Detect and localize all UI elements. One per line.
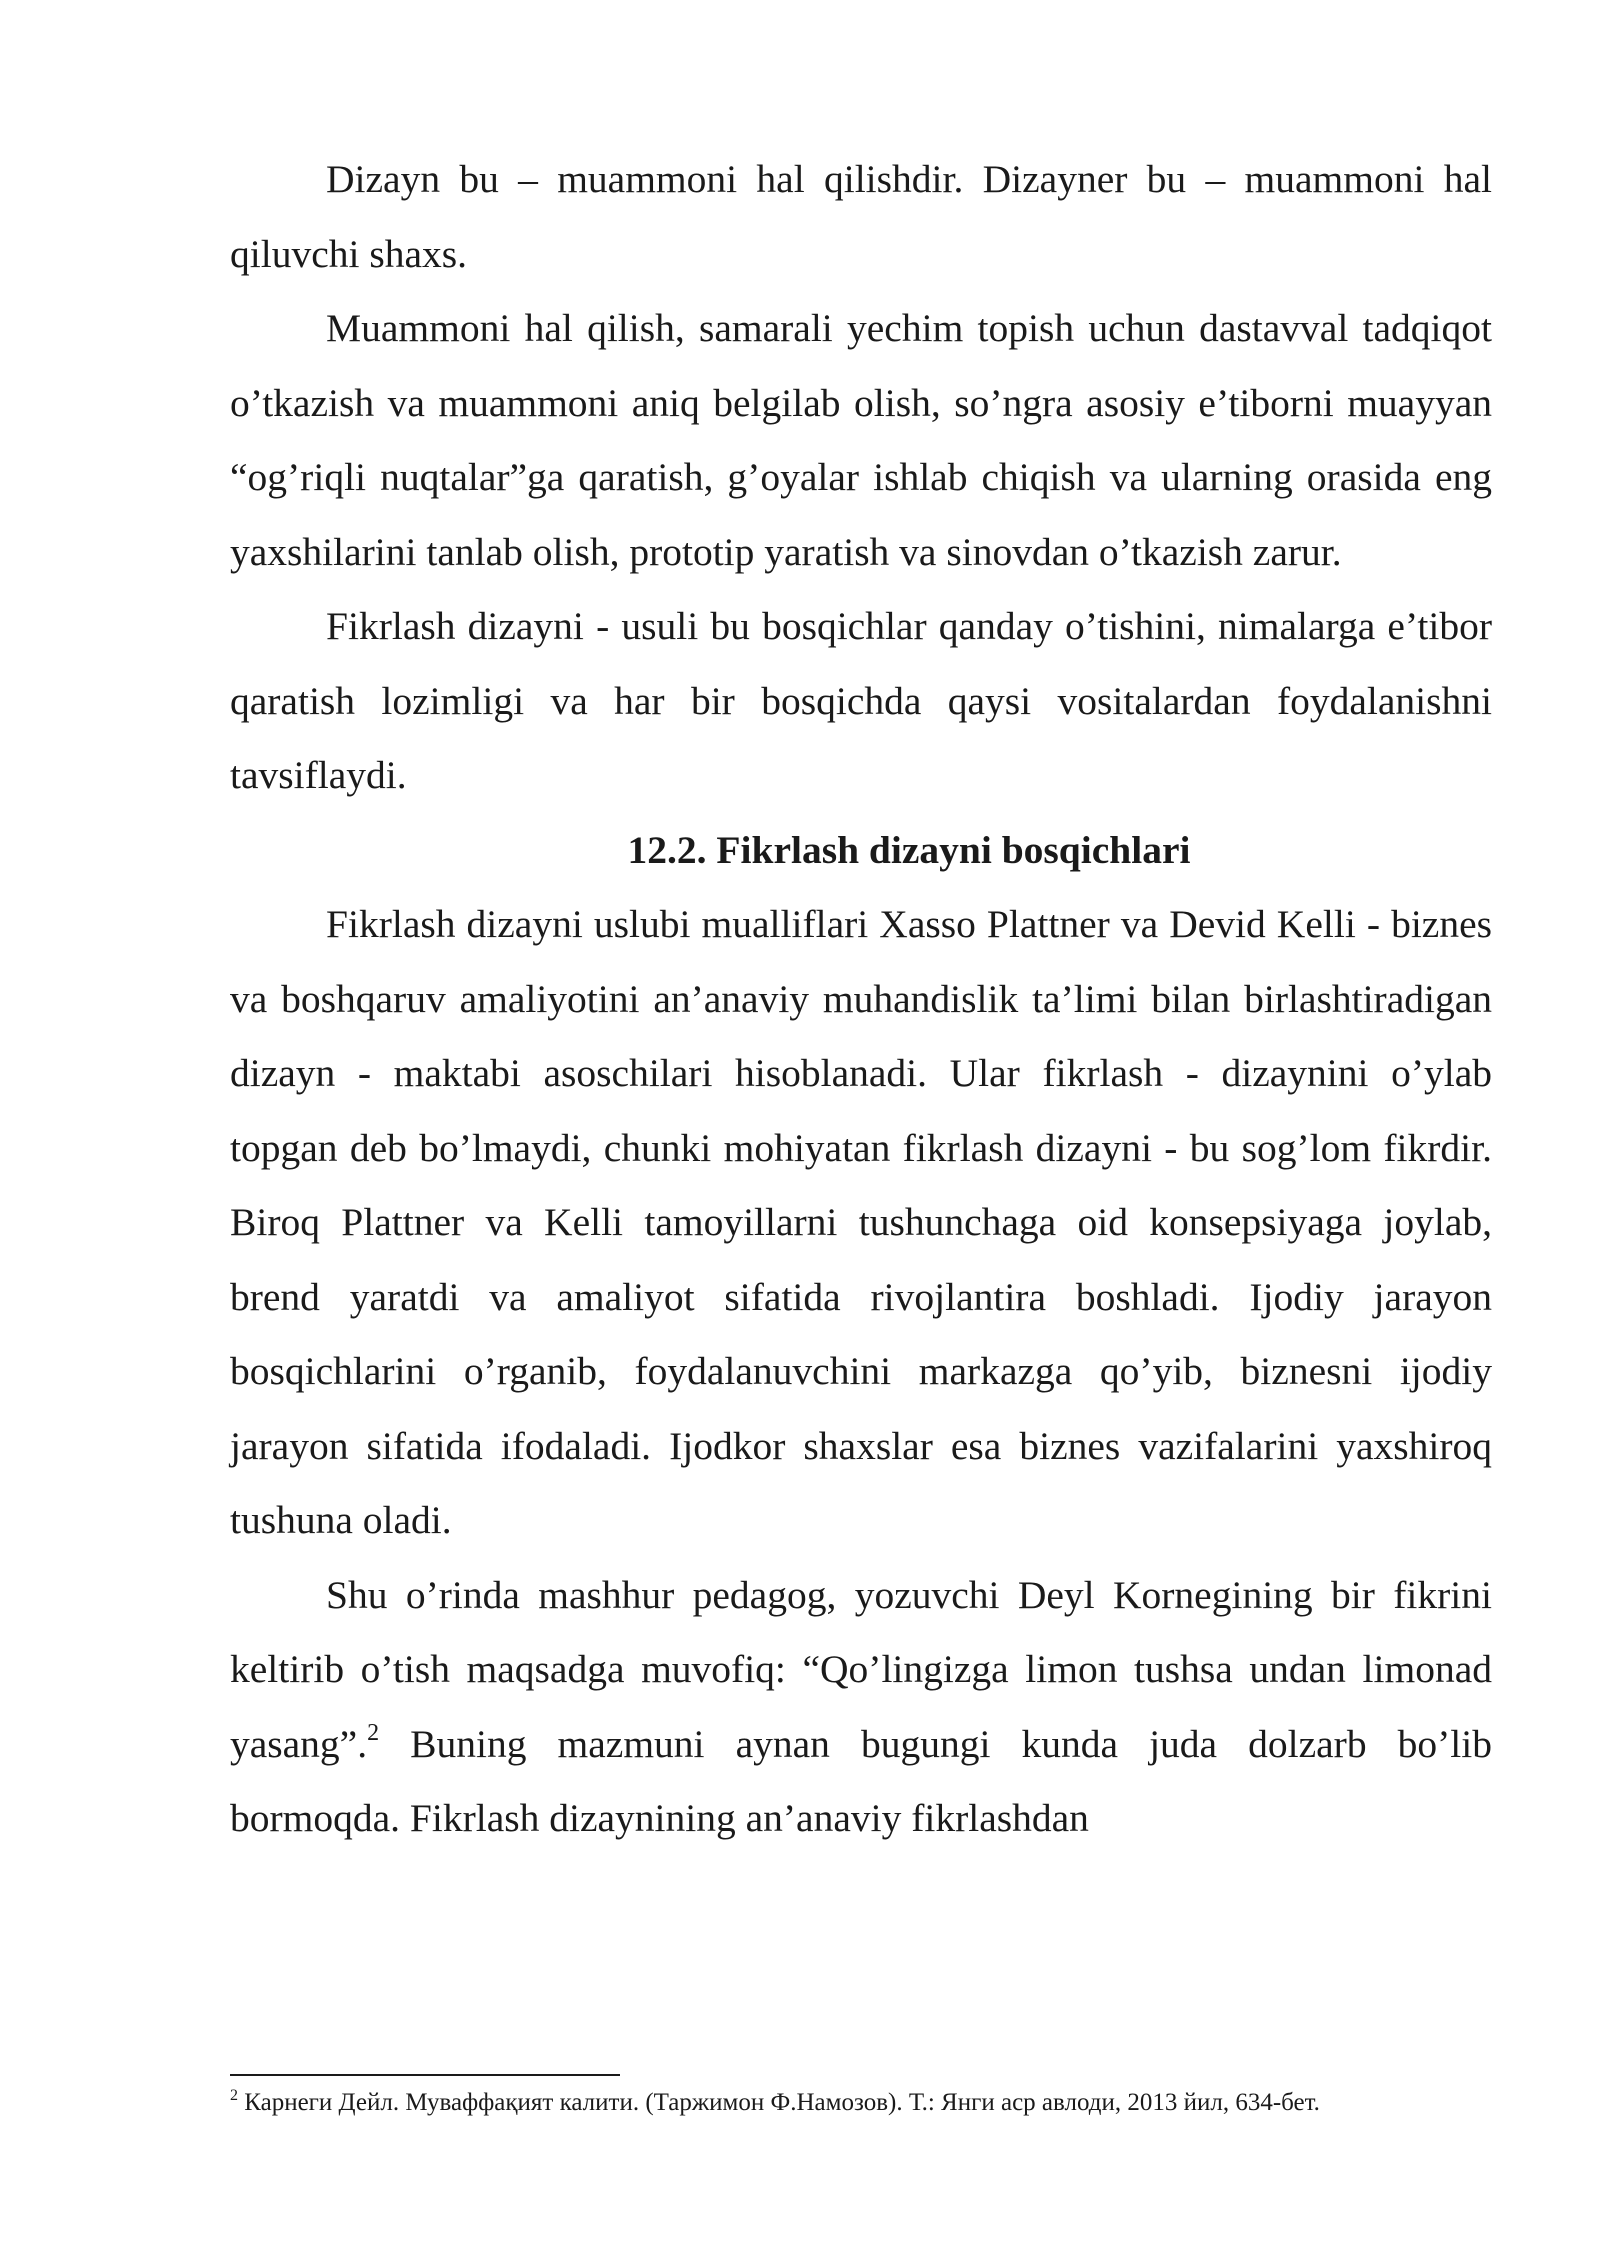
footnote-mark: 2 (230, 2086, 238, 2104)
section-heading: 12.2. Fikrlash dizayni bosqichlari (627, 827, 1191, 872)
footnote-reference[interactable]: 2 (367, 1720, 380, 1747)
paragraph-design-definition: Dizayn bu – muammoni hal qilishdir. Dizayner bu – muammoni hal qiluvchi shaxs. (230, 157, 1492, 276)
footnote (230, 2086, 1492, 2120)
paragraph-carnegie-quote (230, 1558, 1492, 1856)
page-body (230, 142, 1492, 1856)
quote-continuation: Buning mazmuni aynan bugungi kunda juda dolzarb bo’lib bormoqda. Fikrlash dizaynining an’anaviy fikrlashdan (230, 1721, 1492, 1840)
footnote-text: Карнеги Дейл. Муваффақият калити. (Таржимон Ф.Намозов). Т.: Янги аср авлоди, 2013 йил, 634-бет. (238, 2089, 1320, 2116)
quote-text: Shu o’rinda mashhur pedagog, yozuvchi Deyl Kornegining bir fikrini keltirib o’tish maqsadga muvofiq: “Qo’lingizga limon tushsa undan limonad yasang”. (230, 1572, 1492, 1766)
footnote-separator (230, 2074, 620, 2076)
paragraph-authors: Fikrlash dizayni uslubi mualliflari Xasso Plattner va Devid Kelli - biznes va boshqaruv amaliyotini an’anaviy muhandislik ta’limi bilan birlashtiradigan dizayn - maktabi asoschilari hisoblanadi. Ular fikrlash - dizaynini o’ylab topgan deb bo’lmaydi, chunki mohiyatan fikrlash dizayni - bu sog’lom fikrdir. Biroq Plattner va Kelli tamoyillarni tushunchaga oid konsepsiyaga joylab, brend yaratdi va amaliyot sifatida rivojlantira boshladi. Ijodiy jarayon bosqichlarini o’rganib, foydalanuvchini markazga qo’yib, biznesni ijodiy jarayon sifatida ifodaladi. Ijodkor shaxslar esa biznes vazifalarini yaxshiroq tushuna oladi. (230, 902, 1492, 1542)
paragraph-problem-solving: Muammoni hal qilish, samarali yechim topish uchun dastavval tadqiqot o’tkazish va muammoni aniq belgilab olish, so’ngra asosiy e’tiborni muayyan “og’riqli nuqtalar”ga qaratish, g’oyalar ishlab chiqish va ularning orasida eng yaxshilarini tanlab olish, prototip yaratish va sinovdan o’tkazish zarur. (230, 306, 1492, 574)
paragraph-method-description: Fikrlash dizayni - usuli bu bosqichlar qanday o’tishini, nimalarga e’tibor qaratish lozimligi va har bir bosqichda qaysi vositalardan foydalanishni tavsiflaydi. (230, 604, 1492, 797)
